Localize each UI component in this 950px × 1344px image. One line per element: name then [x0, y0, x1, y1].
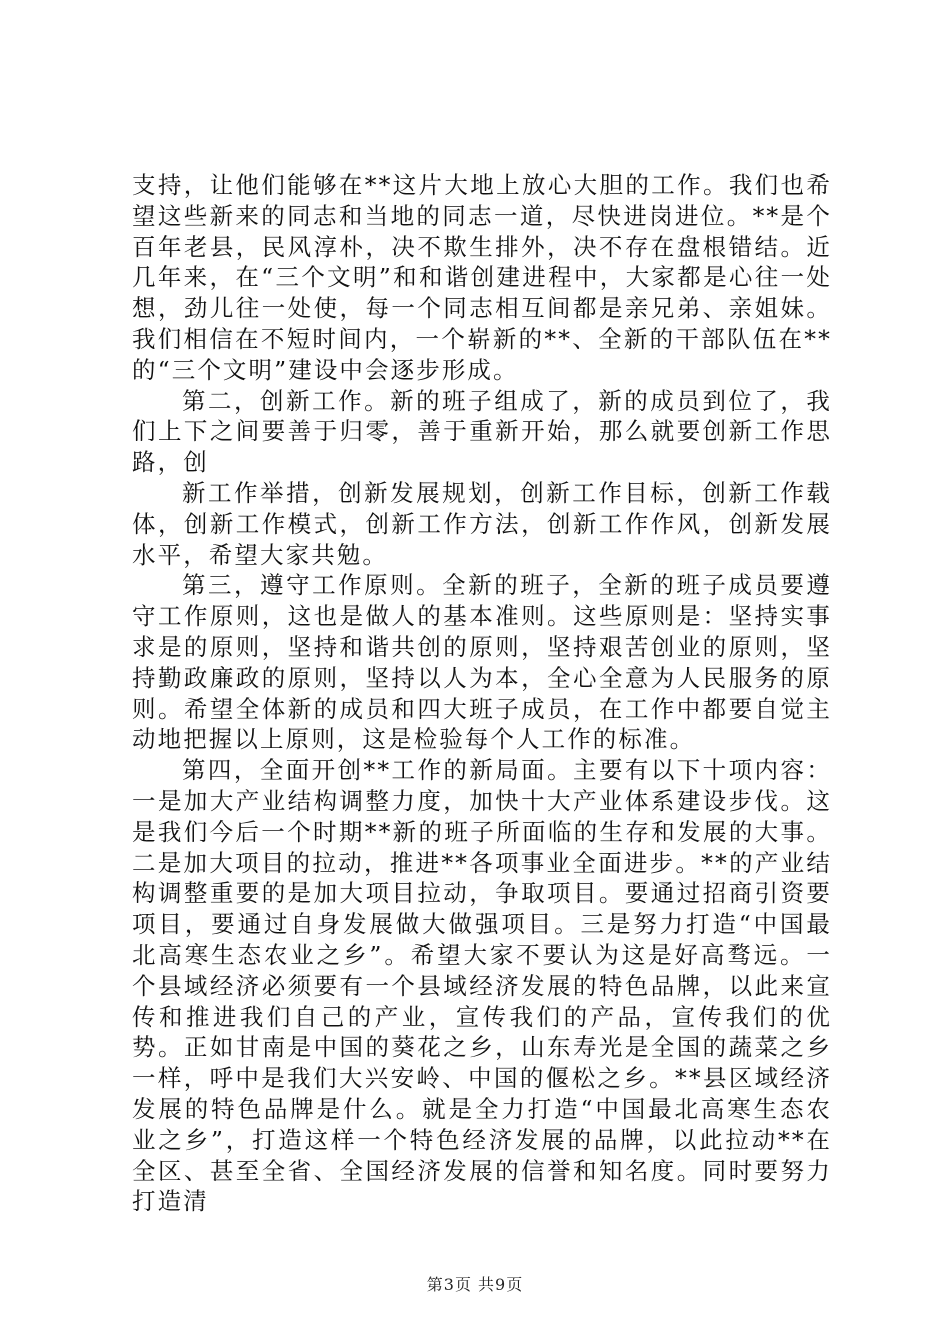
paragraph-second-point: 第二，创新工作。新的班子组成了，新的成员到位了，我们上下之间要善于归零，善于重新开始，那么就要创新工作思路，创 — [132, 386, 832, 477]
paragraph-fourth-point: 第四，全面开创**工作的新局面。主要有以下十项内容：一是加大产业结构调整力度，加快十大产业体系建设步伐。这是我们今后一个时期**新的班子所面临的生存和发展的大事。二是加大项目的拉动，推进**各项事业全面进步。**的产业结构调整重要的是加大项目拉动，争取项目。要通过招商引资要项目，要通过自身发展做大做强项目。三是努力打造“中国最北高寒生态农业之乡”。希望大家不要认为这是好高骛远。一个县域经济必须要有一个县域经济发展的特色品牌，以此来宣传和推进我们自己的产业，宣传我们的产品，宣传我们的优势。正如甘南是中国的葵花之乡，山东寿光是全国的蔬菜之乡一样，呼中是我们大兴安岭、中国的偃松之乡。**县区域经济发展的特色品牌是什么。就是全力打造“中国最北高寒生态农业之乡”，打造这样一个特色经济发展的品牌，以此拉动**在全区、甚至全省、全国经济发展的信誉和知名度。同时要努力打造清 — [132, 756, 832, 1216]
document-body — [132, 170, 832, 1217]
paragraph-third-point: 第三，遵守工作原则。全新的班子，全新的班子成员要遵守工作原则，这也是做人的基本准则。这些原则是：坚持实事求是的原则，坚持和谐共创的原则，坚持艰苦创业的原则，坚持勤政廉政的原则，坚持以人为本，全心全意为人民服务的原则。希望全体新的成员和四大班子成员，在工作中都要自觉主动地把握以上原则，这是检验每个人工作的标准。 — [132, 571, 832, 754]
page-footer: 第3页 共9页 — [426, 1275, 524, 1294]
paragraph-continuation: 支持，让他们能够在**这片大地上放心大胆的工作。我们也希望这些新来的同志和当地的同志一道，尽快进岗进位。**是个百年老县，民风淳朴，决不欺生排外，决不存在盘根错结。近几年来，在“三个文明”和和谐创建进程中，大家都是心往一处想，劲儿往一处使，每一个同志相互间都是亲兄弟、亲姐妹。我们相信在不短时间内，一个崭新的**、全新的干部队伍在**的“三个文明”建设中会逐步形成。 — [132, 171, 832, 384]
paragraph-innovation-list: 新工作举措，创新发展规划，创新工作目标，创新工作载体，创新工作模式，创新工作方法，创新工作作风，创新发展水平，希望大家共勉。 — [132, 478, 832, 569]
